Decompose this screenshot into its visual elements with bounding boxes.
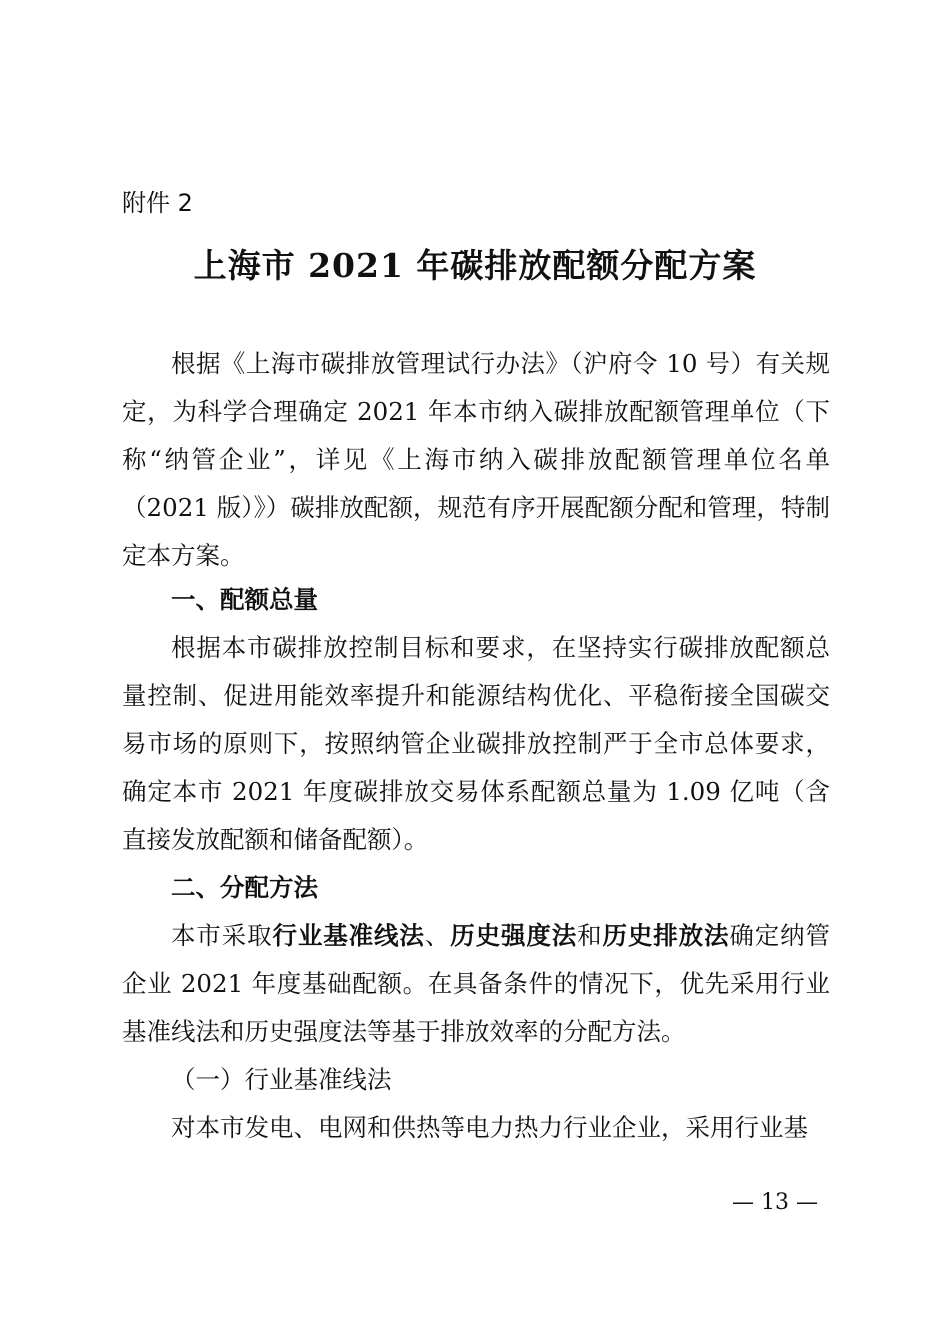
method-benchmark: 行业基准线法 <box>272 921 425 950</box>
subsection-1-paragraph: 对本市发电、电网和供热等电力热力行业企业，采用行业基 <box>171 1113 808 1142</box>
section-2-heading: 二、分配方法 <box>171 873 318 902</box>
method-sep-2: 和 <box>577 921 603 950</box>
section-1-heading: 一、配额总量 <box>171 585 318 614</box>
document-title: 上海市 2021 年碳排放配额分配方案 <box>193 246 757 285</box>
method-intensity: 历史强度法 <box>450 921 578 950</box>
method-historical: 历史排放法 <box>602 921 730 950</box>
section-1-paragraph: 根据本市碳排放控制目标和要求，在坚持实行碳排放配额总量控制、促进用能效率提升和能源结构优化、平稳衔接全国碳交易市场的原则下，按照纳管企业碳排放控制严于全市总体要求，确定本市 2021 年度碳排放交易体系配额总量为 1.09 亿吨（含直接发放配额和储备配额）。 <box>122 633 830 854</box>
method-suffix: 确定纳管企业 2021 年度基础配额。在具备条件的情况下，优先采用行业基准线法和历史强度法等基于排放效率的分配方法。 <box>122 921 831 1046</box>
section-2-paragraph <box>122 912 830 1056</box>
subsection-1-heading: （一）行业基准线法 <box>171 1065 392 1094</box>
intro-paragraph: 根据《上海市碳排放管理试行办法》（沪府令 10 号）有关规定，为科学合理确定 2021 年本市纳入碳排放配额管理单位（下称“纳管企业”，详见《上海市纳入碳排放配额管理单位名单（2021 版）》）碳排放配额，规范有序开展配额分配和管理，特制定本方案。 <box>122 349 830 570</box>
document-body <box>122 340 830 580</box>
attachment-label: 附件 2 <box>122 189 193 217</box>
method-sep-1: 、 <box>424 921 451 950</box>
method-prefix: 本市采取 <box>171 921 273 950</box>
section-1 <box>122 576 830 864</box>
section-2 <box>122 864 830 1152</box>
page-number: — 13 — <box>732 1190 818 1215</box>
